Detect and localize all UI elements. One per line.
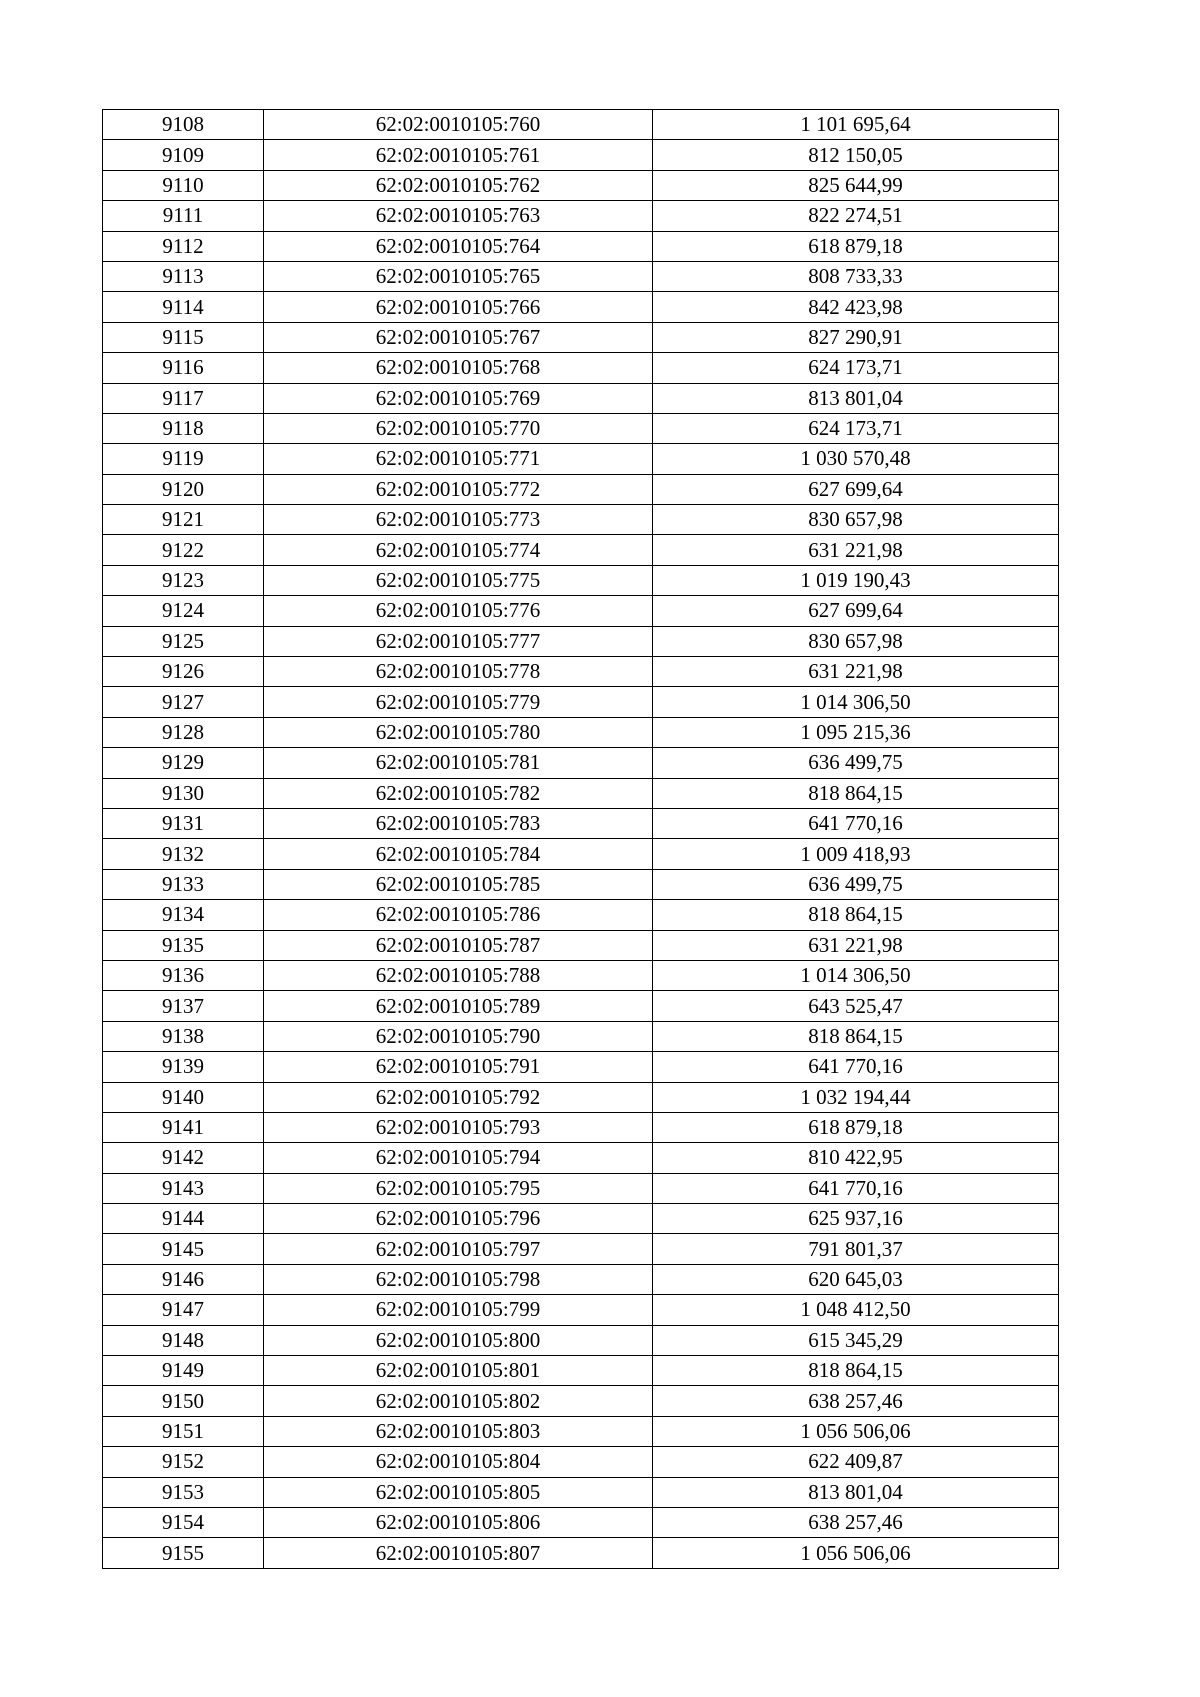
cadastral-value-cell: 638 257,46 — [653, 1386, 1059, 1416]
table-row — [103, 808, 1059, 838]
cadastral-number-cell: 62:02:0010105:768 — [264, 353, 653, 383]
row-number-cell: 9145 — [103, 1234, 264, 1264]
cadastral-number-cell: 62:02:0010105:769 — [264, 383, 653, 413]
cadastral-value-cell: 1 101 695,64 — [653, 110, 1059, 140]
table-row — [103, 322, 1059, 352]
row-number-cell: 9122 — [103, 535, 264, 565]
cadastral-number-cell: 62:02:0010105:807 — [264, 1538, 653, 1568]
row-number-cell: 9114 — [103, 292, 264, 322]
cadastral-value-cell: 641 770,16 — [653, 1173, 1059, 1203]
cadastral-value-cell: 1 014 306,50 — [653, 960, 1059, 990]
row-number-cell: 9149 — [103, 1356, 264, 1386]
table-row — [103, 1143, 1059, 1173]
table-row — [103, 657, 1059, 687]
cadastral-number-cell: 62:02:0010105:786 — [264, 900, 653, 930]
cadastral-value-cell: 1 009 418,93 — [653, 839, 1059, 869]
cadastral-number-cell: 62:02:0010105:789 — [264, 991, 653, 1021]
table-row — [103, 231, 1059, 261]
cadastral-number-cell: 62:02:0010105:775 — [264, 565, 653, 595]
row-number-cell: 9152 — [103, 1447, 264, 1477]
row-number-cell: 9139 — [103, 1052, 264, 1082]
cadastral-value-cell: 631 221,98 — [653, 657, 1059, 687]
row-number-cell: 9138 — [103, 1021, 264, 1051]
row-number-cell: 9117 — [103, 383, 264, 413]
cadastral-number-cell: 62:02:0010105:794 — [264, 1143, 653, 1173]
row-number-cell: 9124 — [103, 596, 264, 626]
table-row — [103, 596, 1059, 626]
cadastral-number-cell: 62:02:0010105:790 — [264, 1021, 653, 1051]
cadastral-value-cell: 810 422,95 — [653, 1143, 1059, 1173]
cadastral-number-cell: 62:02:0010105:792 — [264, 1082, 653, 1112]
cadastral-value-cell: 1 095 215,36 — [653, 717, 1059, 747]
cadastral-number-cell: 62:02:0010105:780 — [264, 717, 653, 747]
cadastral-value-cell: 615 345,29 — [653, 1325, 1059, 1355]
row-number-cell: 9131 — [103, 808, 264, 838]
table-row — [103, 261, 1059, 291]
cadastral-value-cell: 1 014 306,50 — [653, 687, 1059, 717]
cadastral-value-cell: 636 499,75 — [653, 869, 1059, 899]
cadastral-number-cell: 62:02:0010105:782 — [264, 778, 653, 808]
cadastral-value-cell: 618 879,18 — [653, 231, 1059, 261]
row-number-cell: 9153 — [103, 1477, 264, 1507]
cadastral-number-cell: 62:02:0010105:806 — [264, 1507, 653, 1537]
row-number-cell: 9141 — [103, 1112, 264, 1142]
cadastral-value-cell: 1 032 194,44 — [653, 1082, 1059, 1112]
table-row — [103, 626, 1059, 656]
table-row — [103, 991, 1059, 1021]
table-row — [103, 900, 1059, 930]
table-row — [103, 1386, 1059, 1416]
table-row — [103, 170, 1059, 200]
row-number-cell: 9136 — [103, 960, 264, 990]
cadastral-value-cell: 631 221,98 — [653, 535, 1059, 565]
row-number-cell: 9135 — [103, 930, 264, 960]
cadastral-number-cell: 62:02:0010105:781 — [264, 748, 653, 778]
row-number-cell: 9116 — [103, 353, 264, 383]
table-row — [103, 413, 1059, 443]
row-number-cell: 9119 — [103, 444, 264, 474]
row-number-cell: 9133 — [103, 869, 264, 899]
cadastral-value-cell: 641 770,16 — [653, 1052, 1059, 1082]
cadastral-number-cell: 62:02:0010105:766 — [264, 292, 653, 322]
row-number-cell: 9132 — [103, 839, 264, 869]
cadastral-value-cell: 636 499,75 — [653, 748, 1059, 778]
cadastral-value-cell: 822 274,51 — [653, 201, 1059, 231]
table-row — [103, 1325, 1059, 1355]
cadastral-number-cell: 62:02:0010105:774 — [264, 535, 653, 565]
cadastral-number-cell: 62:02:0010105:779 — [264, 687, 653, 717]
row-number-cell: 9151 — [103, 1416, 264, 1446]
cadastral-number-cell: 62:02:0010105:767 — [264, 322, 653, 352]
table-row — [103, 839, 1059, 869]
cadastral-value-cell: 818 864,15 — [653, 1356, 1059, 1386]
cadastral-value-cell: 627 699,64 — [653, 474, 1059, 504]
table-row — [103, 353, 1059, 383]
cadastral-number-cell: 62:02:0010105:788 — [264, 960, 653, 990]
cadastral-number-cell: 62:02:0010105:798 — [264, 1264, 653, 1294]
cadastral-number-cell: 62:02:0010105:778 — [264, 657, 653, 687]
table-row — [103, 1356, 1059, 1386]
row-number-cell: 9129 — [103, 748, 264, 778]
cadastral-value-cell: 813 801,04 — [653, 383, 1059, 413]
table-row — [103, 1173, 1059, 1203]
table-row — [103, 535, 1059, 565]
table-row — [103, 869, 1059, 899]
cadastral-value-cell: 1 030 570,48 — [653, 444, 1059, 474]
cadastral-value-cell: 1 048 412,50 — [653, 1295, 1059, 1325]
cadastral-value-cell: 830 657,98 — [653, 505, 1059, 535]
row-number-cell: 9140 — [103, 1082, 264, 1112]
row-number-cell: 9146 — [103, 1264, 264, 1294]
table-row — [103, 960, 1059, 990]
row-number-cell: 9134 — [103, 900, 264, 930]
cadastral-number-cell: 62:02:0010105:784 — [264, 839, 653, 869]
cadastral-number-cell: 62:02:0010105:765 — [264, 261, 653, 291]
table-row — [103, 1112, 1059, 1142]
cadastral-number-cell: 62:02:0010105:762 — [264, 170, 653, 200]
table-row — [103, 717, 1059, 747]
table-row — [103, 505, 1059, 535]
row-number-cell: 9143 — [103, 1173, 264, 1203]
row-number-cell: 9150 — [103, 1386, 264, 1416]
row-number-cell: 9125 — [103, 626, 264, 656]
row-number-cell: 9118 — [103, 413, 264, 443]
row-number-cell: 9110 — [103, 170, 264, 200]
cadastral-number-cell: 62:02:0010105:804 — [264, 1447, 653, 1477]
cadastral-value-cell: 818 864,15 — [653, 900, 1059, 930]
table-row — [103, 1538, 1059, 1568]
cadastral-value-cell: 808 733,33 — [653, 261, 1059, 291]
table-row — [103, 1234, 1059, 1264]
row-number-cell: 9111 — [103, 201, 264, 231]
cadastral-value-cell: 620 645,03 — [653, 1264, 1059, 1294]
cadastral-value-cell: 818 864,15 — [653, 778, 1059, 808]
cadastral-value-cell: 842 423,98 — [653, 292, 1059, 322]
row-number-cell: 9147 — [103, 1295, 264, 1325]
cadastral-number-cell: 62:02:0010105:776 — [264, 596, 653, 626]
row-number-cell: 9112 — [103, 231, 264, 261]
table-row — [103, 1507, 1059, 1537]
row-number-cell: 9148 — [103, 1325, 264, 1355]
cadastral-number-cell: 62:02:0010105:785 — [264, 869, 653, 899]
cadastral-value-cell: 625 937,16 — [653, 1204, 1059, 1234]
table-row — [103, 1052, 1059, 1082]
table-row — [103, 1021, 1059, 1051]
table-row — [103, 383, 1059, 413]
cadastral-number-cell: 62:02:0010105:802 — [264, 1386, 653, 1416]
row-number-cell: 9115 — [103, 322, 264, 352]
table-row — [103, 1204, 1059, 1234]
cadastral-value-cell: 830 657,98 — [653, 626, 1059, 656]
table-row — [103, 201, 1059, 231]
cadastral-number-cell: 62:02:0010105:801 — [264, 1356, 653, 1386]
table-row — [103, 292, 1059, 322]
cadastral-number-cell: 62:02:0010105:787 — [264, 930, 653, 960]
table-row — [103, 930, 1059, 960]
cadastral-number-cell: 62:02:0010105:803 — [264, 1416, 653, 1446]
cadastral-number-cell: 62:02:0010105:770 — [264, 413, 653, 443]
cadastral-number-cell: 62:02:0010105:800 — [264, 1325, 653, 1355]
cadastral-value-cell: 627 699,64 — [653, 596, 1059, 626]
cadastral-value-cell: 1 056 506,06 — [653, 1416, 1059, 1446]
table-row — [103, 1082, 1059, 1112]
cadastral-value-cell: 622 409,87 — [653, 1447, 1059, 1477]
cadastral-value-cell: 641 770,16 — [653, 808, 1059, 838]
row-number-cell: 9127 — [103, 687, 264, 717]
cadastral-value-cell: 791 801,37 — [653, 1234, 1059, 1264]
table-row — [103, 687, 1059, 717]
row-number-cell: 9142 — [103, 1143, 264, 1173]
row-number-cell: 9126 — [103, 657, 264, 687]
table-row — [103, 565, 1059, 595]
cadastral-number-cell: 62:02:0010105:760 — [264, 110, 653, 140]
cadastral-value-cell: 812 150,05 — [653, 140, 1059, 170]
cadastral-number-cell: 62:02:0010105:793 — [264, 1112, 653, 1142]
cadastral-number-cell: 62:02:0010105:799 — [264, 1295, 653, 1325]
table-body — [103, 110, 1059, 1569]
cadastral-value-cell: 1 056 506,06 — [653, 1538, 1059, 1568]
row-number-cell: 9109 — [103, 140, 264, 170]
cadastral-number-cell: 62:02:0010105:763 — [264, 201, 653, 231]
cadastral-value-table — [102, 109, 1059, 1569]
row-number-cell: 9144 — [103, 1204, 264, 1234]
cadastral-value-cell: 1 019 190,43 — [653, 565, 1059, 595]
cadastral-value-cell: 643 525,47 — [653, 991, 1059, 1021]
cadastral-number-cell: 62:02:0010105:791 — [264, 1052, 653, 1082]
table-row — [103, 140, 1059, 170]
cadastral-number-cell: 62:02:0010105:797 — [264, 1234, 653, 1264]
row-number-cell: 9113 — [103, 261, 264, 291]
row-number-cell: 9123 — [103, 565, 264, 595]
cadastral-value-cell: 624 173,71 — [653, 353, 1059, 383]
cadastral-value-cell: 618 879,18 — [653, 1112, 1059, 1142]
table-row — [103, 474, 1059, 504]
cadastral-number-cell: 62:02:0010105:796 — [264, 1204, 653, 1234]
row-number-cell: 9137 — [103, 991, 264, 1021]
row-number-cell: 9154 — [103, 1507, 264, 1537]
row-number-cell: 9130 — [103, 778, 264, 808]
cadastral-value-cell: 638 257,46 — [653, 1507, 1059, 1537]
table-row — [103, 110, 1059, 140]
table-row — [103, 1264, 1059, 1294]
cadastral-value-cell: 813 801,04 — [653, 1477, 1059, 1507]
cadastral-number-cell: 62:02:0010105:777 — [264, 626, 653, 656]
table-row — [103, 1295, 1059, 1325]
table-row — [103, 778, 1059, 808]
table-row — [103, 1477, 1059, 1507]
cadastral-number-cell: 62:02:0010105:761 — [264, 140, 653, 170]
cadastral-number-cell: 62:02:0010105:783 — [264, 808, 653, 838]
table-row — [103, 444, 1059, 474]
cadastral-number-cell: 62:02:0010105:771 — [264, 444, 653, 474]
row-number-cell: 9128 — [103, 717, 264, 747]
table-row — [103, 1416, 1059, 1446]
cadastral-number-cell: 62:02:0010105:773 — [264, 505, 653, 535]
cadastral-value-cell: 624 173,71 — [653, 413, 1059, 443]
cadastral-value-cell: 631 221,98 — [653, 930, 1059, 960]
cadastral-number-cell: 62:02:0010105:805 — [264, 1477, 653, 1507]
row-number-cell: 9120 — [103, 474, 264, 504]
table-row — [103, 1447, 1059, 1477]
cadastral-value-cell: 818 864,15 — [653, 1021, 1059, 1051]
cadastral-number-cell: 62:02:0010105:795 — [264, 1173, 653, 1203]
row-number-cell: 9108 — [103, 110, 264, 140]
cadastral-value-cell: 825 644,99 — [653, 170, 1059, 200]
table-row — [103, 748, 1059, 778]
row-number-cell: 9155 — [103, 1538, 264, 1568]
cadastral-number-cell: 62:02:0010105:764 — [264, 231, 653, 261]
cadastral-number-cell: 62:02:0010105:772 — [264, 474, 653, 504]
cadastral-value-cell: 827 290,91 — [653, 322, 1059, 352]
row-number-cell: 9121 — [103, 505, 264, 535]
